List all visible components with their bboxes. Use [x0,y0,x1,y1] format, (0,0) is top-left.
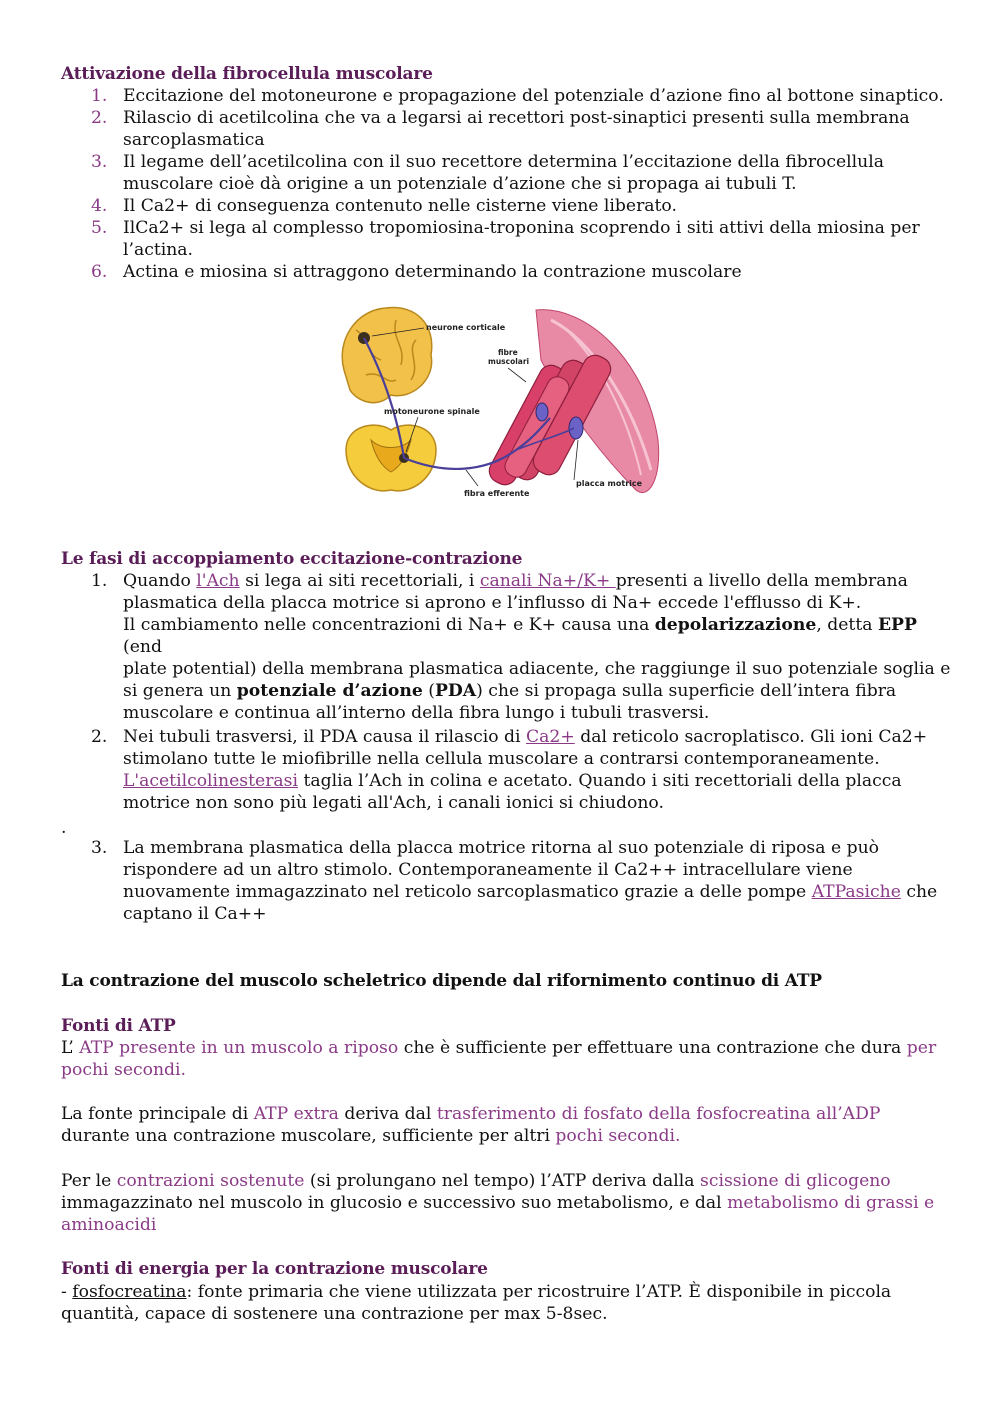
section-title-energy-sources: Fonti di energia per la contrazione muscolare [61,1259,488,1279]
list-text: sarcoplasmatica [123,130,265,150]
text-run: stimolano tutte le miofibrille nella cellula muscolare a contrarsi contemporaneamente. [123,749,880,769]
paragraph-atp-rest [61,1037,961,1081]
list-text: Rilascio di acetilcolina che va a legarsi ai recettori post-sinaptici presenti sulla membrana [123,108,910,128]
list-item [61,217,961,261]
text-run: ( [422,681,435,701]
motor-plate-marker [569,417,583,439]
text-run: ) che si propaga sulla superficie dell’intera fibra [476,681,897,701]
label-leader [466,470,478,486]
section-title-activation: Attivazione della fibrocellula muscolare [61,64,433,84]
highlight-text: trasferimento di fosfato della fosfocreatina all’ADP [436,1104,881,1124]
text-run: Per le [61,1171,117,1191]
bold-term: depolarizzazione [654,615,817,635]
text-run: muscolare e continua all’interno della fibra lungo i tubuli trasversi. [123,703,710,723]
link-canali-na-k[interactable]: canali Na+/K+ [479,571,616,591]
motor-plate-marker [536,403,548,421]
text-run: rispondere ad un altro stimolo. Contemporaneamente il Ca2++ intracellulare viene [123,860,853,880]
text-run: motrice non sono più legati all'Ach, i canali ionici si chiudono. [123,793,664,813]
list-number: 6. [91,262,108,282]
label-motor-plate: placca motrice [576,479,643,488]
label-fibers-line1: fibre [498,348,518,357]
text-run: che [900,882,938,902]
text-run: deriva dal [338,1104,437,1124]
bold-term: EPP [877,615,917,635]
list-number: 2. [91,108,108,128]
highlight-text: ATP presente in un muscolo a riposo [79,1038,399,1058]
list-text: Il Ca2+ di conseguenza contenuto nelle cisterne viene liberato. [123,196,677,216]
label-cortical-neuron: neurone corticale [426,323,506,332]
paragraph-phosphocreatine [61,1281,961,1325]
text-run: presenti a livello della membrana [615,571,908,591]
label-motor-neuron: motoneurone spinale [384,407,480,416]
list-item [61,195,961,217]
link-ca2[interactable]: Ca2+ [526,727,575,747]
highlight-text: aminoacidi [61,1215,157,1235]
list-item [61,85,961,107]
text-run: La membrana plasmatica della placca motrice ritorna al suo potenziale di riposa e può [123,838,880,858]
link-atpasiche[interactable]: ATPasiche [811,882,901,902]
text-run: captano il Ca++ [123,904,267,924]
text-run: che è sufficiente per effettuare una contrazione che dura [398,1038,907,1058]
list-number: 4. [91,196,108,216]
label-fibers-line2: muscolari [488,357,530,366]
text-run: nuovamente immagazzinato nel reticolo sarcoplasmatico grazie a delle pompe [123,882,812,902]
bold-term: PDA [434,681,477,701]
text-run: quantità, capace di sostenere una contrazione per max 5-8sec. [61,1304,608,1324]
label-leader [574,440,578,480]
text-run: durante una contrazione muscolare, sufficiente per altri [61,1126,556,1146]
text-run: immagazzinato nel muscolo in glucosio e successivo suo metabolismo, e dal [61,1193,728,1213]
highlight-text: per [906,1038,937,1058]
text-run: : fonte primaria che viene utilizzata per ricostruire l’ATP. È disponibile in piccola [186,1282,892,1302]
text-run: Il cambiamento nelle concentrazioni di Na+ e K+ causa una [123,615,655,635]
list-item [61,261,961,283]
list-number: 1. [91,571,108,591]
highlight-text: scissione di glicogeno [700,1171,891,1191]
paragraph-sustained [61,1170,961,1236]
section-title-coupling: Le fasi di accoppiamento eccitazione-contrazione [61,549,523,569]
neuromuscular-figure [336,300,666,510]
list-number: 1. [91,86,108,106]
activation-steps-list [61,85,961,283]
text-run: La fonte principale di [61,1104,254,1124]
text-run: (end [123,637,162,657]
section-title-atp-dependence: La contrazione del muscolo scheletrico dipende dal rifornimento continuo di ATP [61,971,822,991]
list-text: muscolare cioè dà origine a un potenziale d’azione che si propaga ai tubuli T. [123,174,797,194]
text-run: plasmatica della placca motrice si aprono e l’influsso di Na+ eccede l'efflusso di K+. [123,593,862,613]
list-number: 2. [91,727,108,747]
link-ach[interactable]: l'Ach [196,571,240,591]
highlight-text: ATP extra [253,1104,339,1124]
text-run: plate potential) della membrana plasmatica adiacente, che raggiunge il suo potenziale soglia e [123,659,951,679]
list-text: IlCa2+ si lega al complesso tropomiosina-troponina scoprendo i siti attivi della miosina per [123,218,920,238]
label-leader [508,368,526,382]
paragraph-atp-extra [61,1103,961,1147]
bold-term: potenziale d’azione [236,681,423,701]
coupling-step-1 [61,570,961,724]
text-run: Quando [123,571,197,591]
coupling-step-3 [61,837,961,925]
list-item [61,837,961,925]
text-run: L’ [61,1038,80,1058]
text-run: si lega ai siti recettoriali, i [239,571,480,591]
underlined-term: fosfocreatina [72,1282,187,1302]
list-text: l’actina. [123,240,194,260]
text-run: , detta [816,615,878,635]
text-run: - [61,1282,73,1302]
coupling-step-2 [61,726,961,814]
list-item [61,151,961,195]
text-run: dal reticolo sacroplatisco. Gli ioni Ca2+ [574,727,928,747]
list-item [61,726,961,814]
highlight-text: pochi secondi. [555,1126,681,1146]
list-item [61,570,961,724]
text-run: (si prolungano nel tempo) l’ATP deriva dalla [304,1171,700,1191]
stray-dot: . [61,818,67,838]
link-acetilcolinesterasi[interactable]: L'acetilcolinesterasi [123,771,298,791]
list-number: 3. [91,838,108,858]
list-item [61,107,961,151]
text-run: taglia l’Ach in colina e acetato. Quando i siti recettoriali della placca [297,771,902,791]
list-text: Eccitazione del motoneurone e propagazione del potenziale d’azione fino al bottone sinaptico. [123,86,944,106]
list-text: Actina e miosina si attraggono determinando la contrazione muscolare [123,262,742,282]
label-efferent-fiber: fibra efferente [464,489,530,498]
highlight-text: metabolismo di grassi e [727,1193,935,1213]
text-run: Nei tubuli trasversi, il PDA causa il rilascio di [123,727,526,747]
section-title-atp-sources: Fonti di ATP [61,1016,176,1036]
list-number: 5. [91,218,108,238]
list-number: 3. [91,152,108,172]
highlight-text: contrazioni sostenute [116,1171,305,1191]
highlight-text: pochi secondi. [61,1060,187,1080]
list-text: Il legame dell’acetilcolina con il suo recettore determina l’eccitazione della fibrocellula [123,152,884,172]
text-run: si genera un [123,681,237,701]
